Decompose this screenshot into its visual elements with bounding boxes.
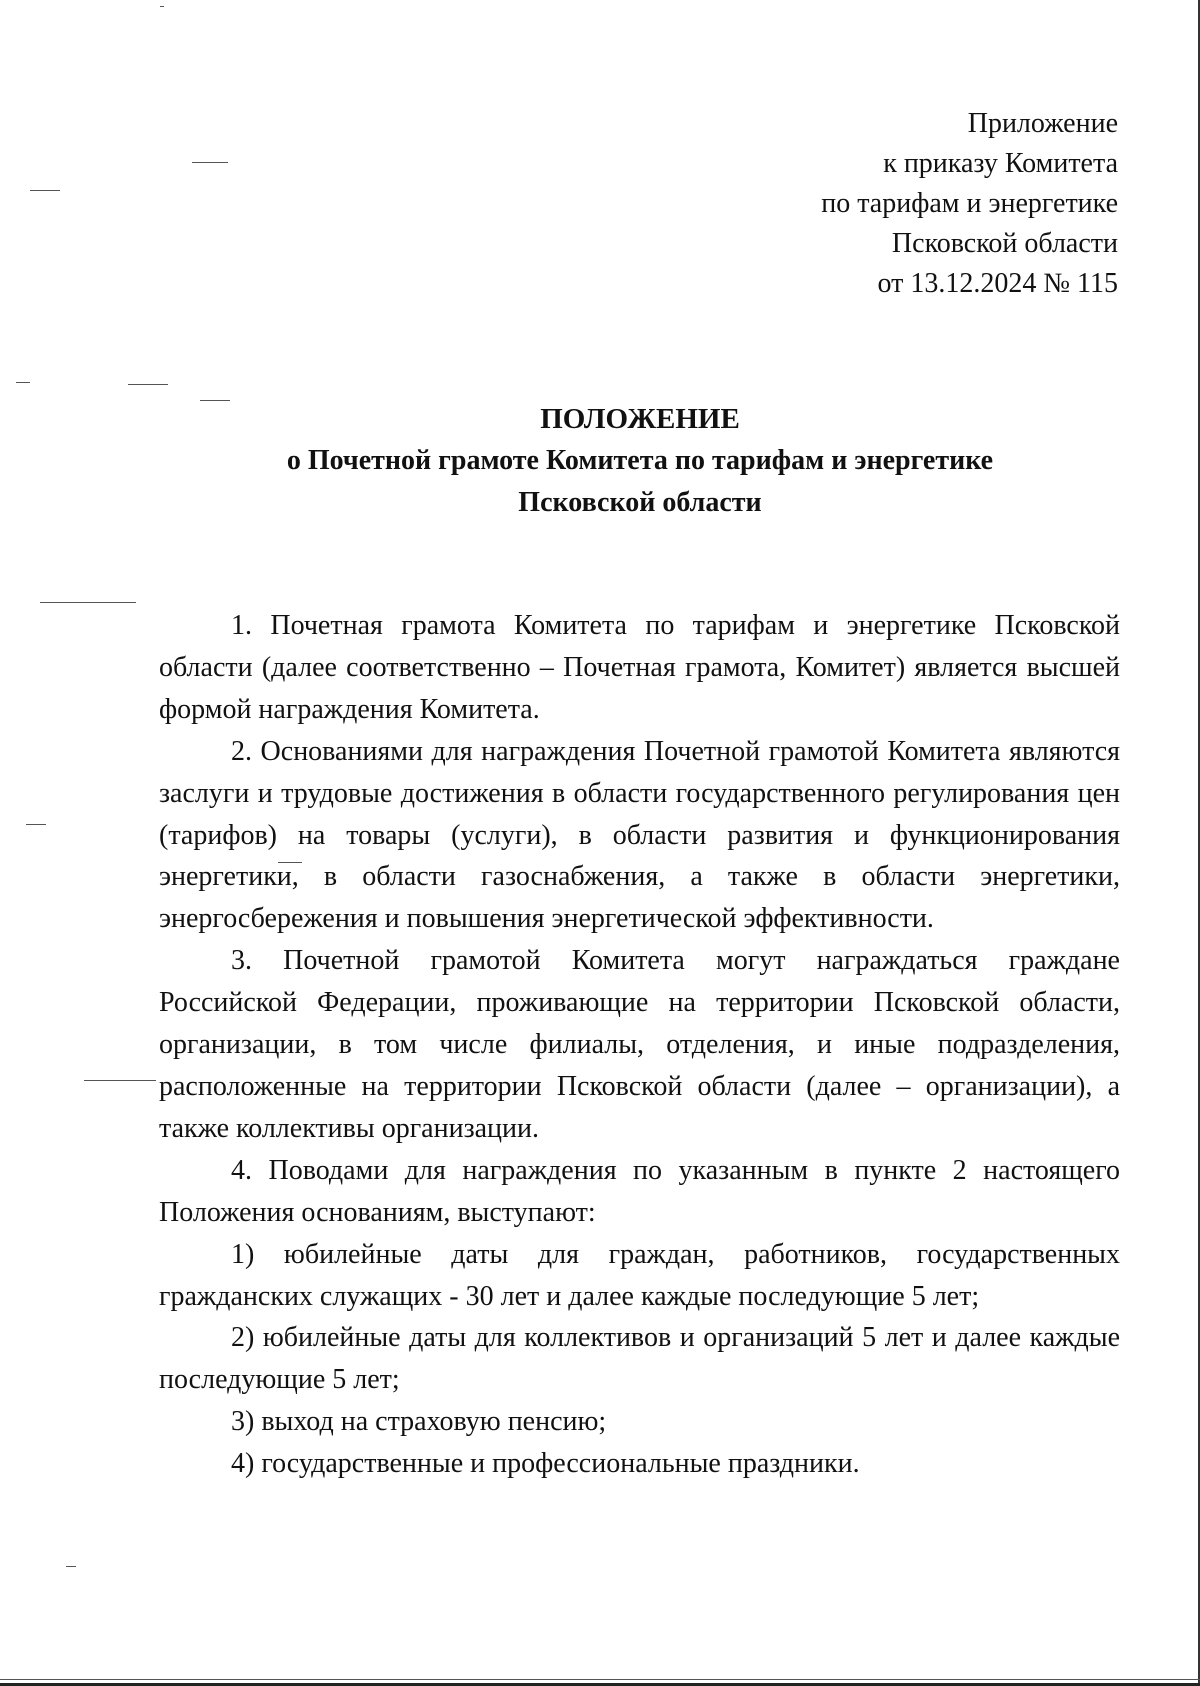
scan-edge-bottom-line <box>0 1679 1200 1680</box>
document-body <box>159 605 1120 1485</box>
scan-speck <box>26 824 46 825</box>
scan-speck <box>30 190 60 191</box>
scan-speck <box>84 1080 156 1081</box>
approval-stamp <box>821 104 1118 304</box>
list-item-1: 1) юбилейные даты для граждан, работников, государственных гражданских служащих - 30 лет и далее каждые последующие 5 лет; <box>159 1238 1120 1312</box>
list-item-2: 2) юбилейные даты для коллективов и организаций 5 лет и далее каждые последующие 5 лет; <box>159 1322 1120 1396</box>
paragraph-4: 4. Поводами для награждения по указанным в пункте 2 настоящего Положения основаниям, выступают: <box>159 1154 1120 1228</box>
list-item-3: 3) выход на страховую пенсию; <box>231 1406 607 1438</box>
paragraph-1: 1. Почетная грамота Комитета по тарифам и энергетике Псковской области (далее соответственно – Почетная грамота, Комитет) является высшей формой награждения Комитета. <box>159 610 1120 725</box>
approval-line: к приказу Комитета <box>883 148 1118 179</box>
scan-speck <box>192 162 228 163</box>
approval-line: по тарифам и энергетике <box>821 188 1118 219</box>
paragraph-3: 3. Почетной грамотой Комитета могут награждаться граждане Российской Федерации, проживающие на территории Псковской области, организации, в том числе филиалы, отделения, и иные подразделения, расположенные на территории Псковской области (далее – организации), а также коллективы организации. <box>159 945 1120 1144</box>
scan-speck <box>128 384 168 385</box>
approval-line: Псковской области <box>891 228 1118 259</box>
title-region: Псковской области <box>518 487 762 518</box>
document-title <box>160 398 1120 524</box>
paragraph-2: 2. Основаниями для награждения Почетной грамотой Комитета являются заслуги и трудовые достижения в области государственного регулирования цен (тарифов) на товары (услуги), в области развития и функционирования энергетики, в области газоснабжения, а также в области энергетики, энергосбережения и повышения энергетической эффективности. <box>159 735 1120 935</box>
scan-speck <box>66 1566 76 1567</box>
list-item-4: 4) государственные и профессиональные праздники. <box>231 1448 860 1480</box>
title-subject: о Почетной грамоте Комитета по тарифам и энергетике <box>286 445 994 476</box>
title-main: ПОЛОЖЕНИЕ <box>540 403 740 435</box>
scan-speck <box>16 382 30 383</box>
scan-speck <box>160 6 164 7</box>
scan-speck <box>40 602 136 603</box>
approval-line: Приложение <box>967 108 1118 139</box>
approval-date-number: от 13.12.2024 № 115 <box>877 268 1118 299</box>
